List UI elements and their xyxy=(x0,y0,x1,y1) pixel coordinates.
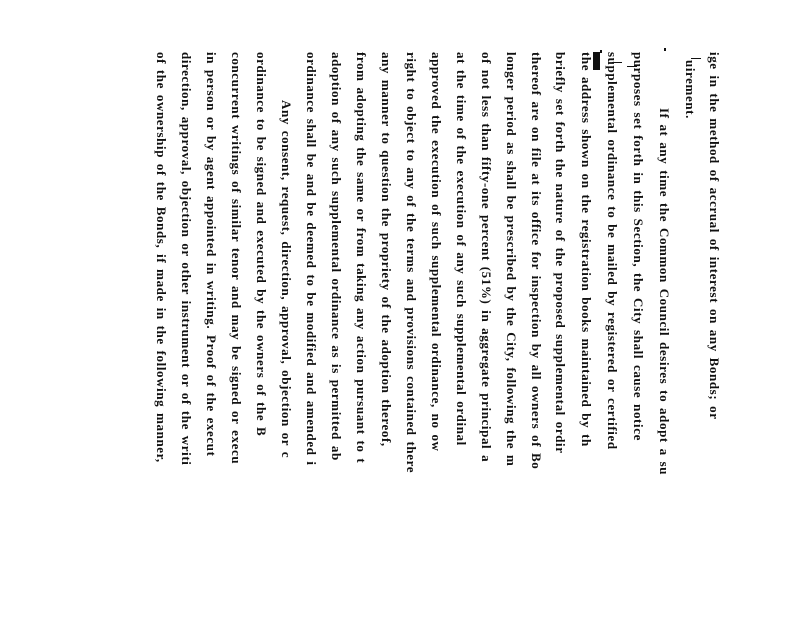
text-line: any manner to question the propriety of the adoption thereof, xyxy=(379,52,394,447)
text-line: briefly set forth the nature of the proposed supplemental ordir xyxy=(553,52,568,454)
text-line: concurrent writings of similar tenor and may be signed or execu xyxy=(229,52,244,465)
text-line: in person or by agent appointed in writing. Proof of the execut xyxy=(204,52,219,457)
text-line: of the ownership of the Bonds, if made in the following manner, xyxy=(154,52,169,463)
text-line: at the time of the execution of any such supplemental ordinal xyxy=(454,52,469,446)
text-line: uirement. xyxy=(683,60,698,119)
text-line: If at any time the Common Council desires to adopt a su xyxy=(657,108,672,476)
text-line: from adopting the same or from taking any action pursuant to t xyxy=(354,52,369,464)
text-line: Any consent, request, direction, approval, objection or c xyxy=(279,100,294,459)
text-line: supplemental ordinance to be mailed by registered or certified xyxy=(605,52,620,450)
text-line: direction, approval, objection or other instrument or of the writi xyxy=(179,52,194,466)
text-line: adoption of any such supplemental ordinance as is permitted ab xyxy=(329,52,344,461)
text-line: ordinance to be signed and executed by the owners of the B xyxy=(254,52,269,437)
scan-mark xyxy=(664,48,666,51)
text-line: ordinance shall be and be deemed to be modified and amended i xyxy=(304,52,319,466)
text-line: right to object to any of the terms and provisions contained there xyxy=(404,52,419,474)
text-line: thereof are on file at its office for inspection by all owners of Bo xyxy=(529,52,544,470)
text-line: the address shown on the registration books maintained by th xyxy=(579,52,594,447)
text-line: purposes set forth in this Section, the City shall cause notice xyxy=(631,52,646,441)
text-line: of not less than fifty-one percent (51%) in aggregate principal a xyxy=(479,52,494,463)
text-line: approved the execution of such supplemental ordinance, no ow xyxy=(429,52,444,452)
text-line: ige in the method of accrual of interest on any Bonds; or xyxy=(707,52,722,420)
text-line: longer period as shall be prescribed by the City, following the m xyxy=(504,52,519,467)
document-text-rotated xyxy=(86,52,726,618)
